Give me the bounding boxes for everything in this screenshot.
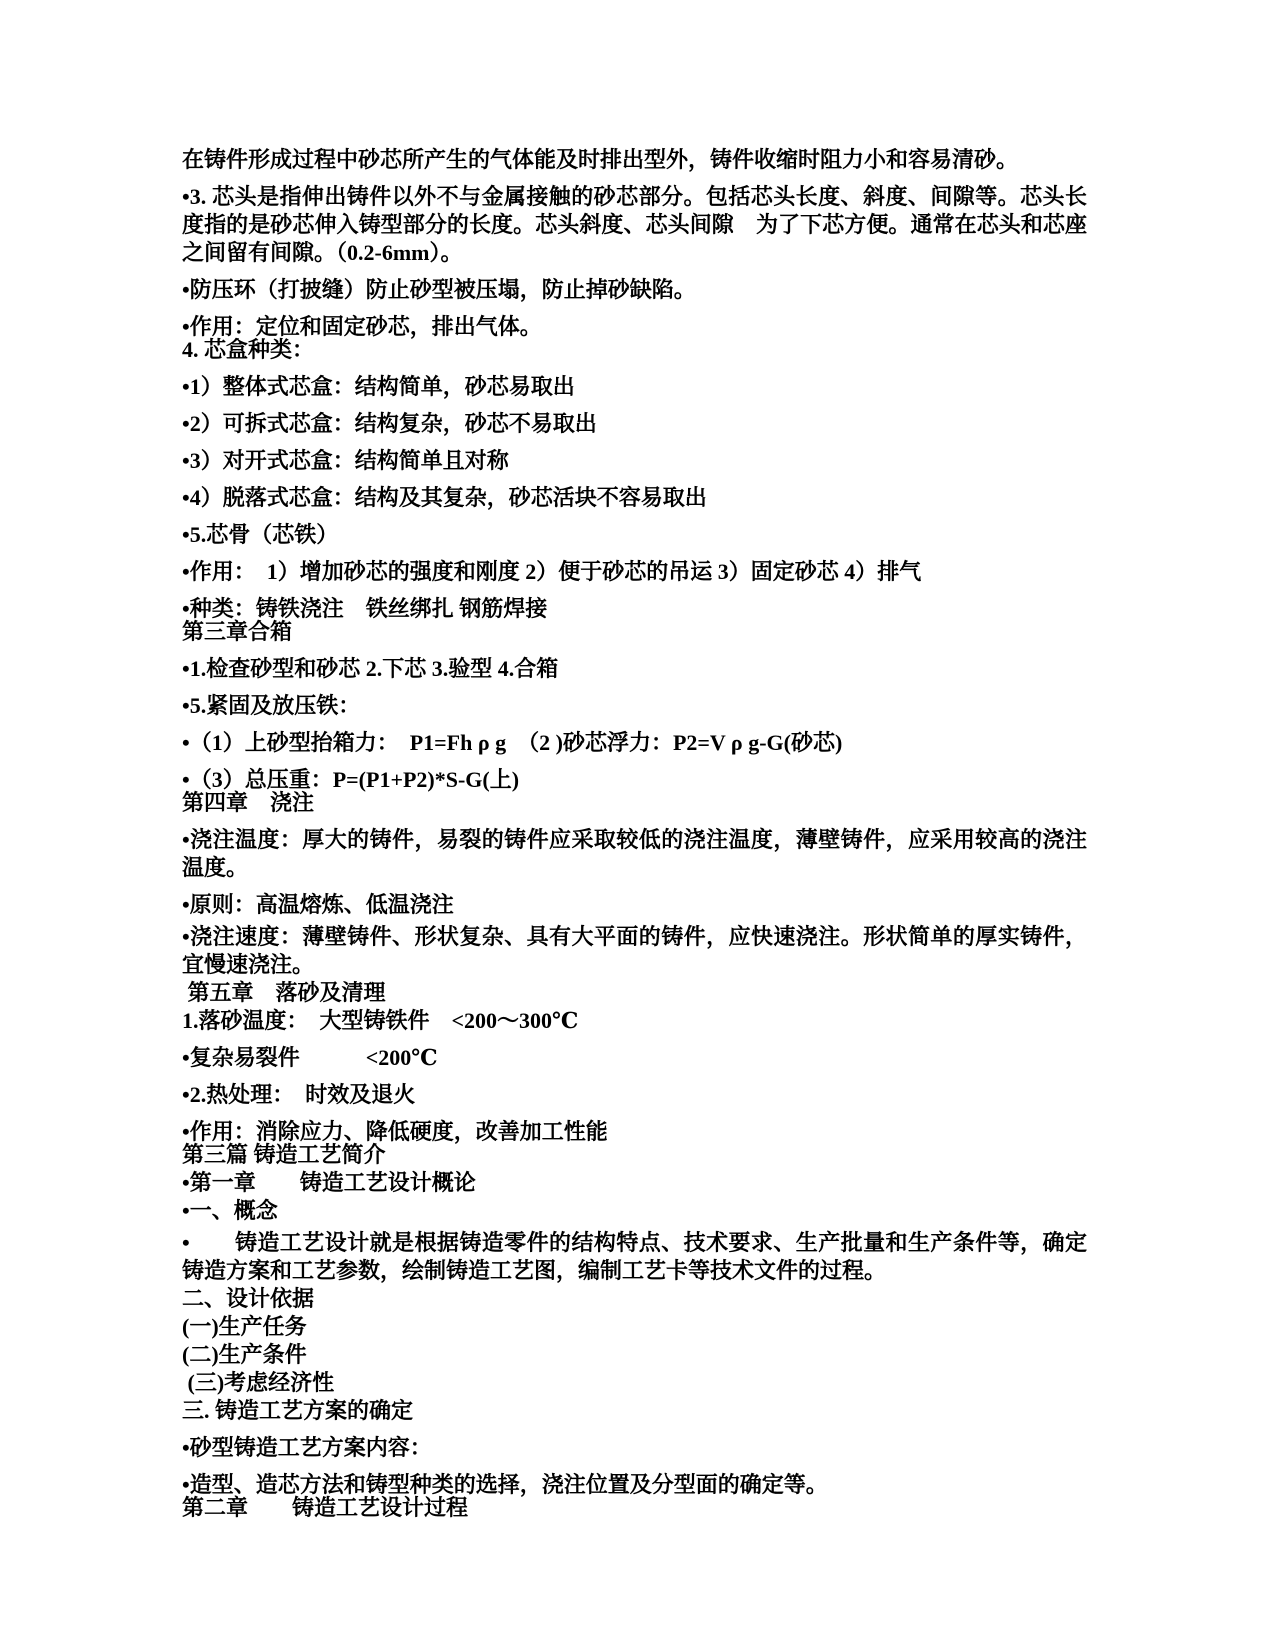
bullet-paragraph: •5.芯骨（芯铁） [182,522,339,547]
bullet-paragraph: •3）对开式芯盒：结构简单且对称 [182,448,509,473]
bullet-paragraph: •1.检查砂型和砂芯 2.下芯 3.验型 4.合箱 [182,656,559,681]
section-heading: 4. 芯盒种类： [182,337,315,362]
bullet-paragraph: •种类：铸铁浇注 铁丝绑扎 钢筋焊接 [182,596,548,621]
bullet-paragraph: •一、概念 [182,1198,278,1223]
bullet-paragraph: •3. 芯头是指伸出铸件以外不与金属接触的砂芯部分。包括芯头长度、斜度、间隙等。芯头长度指的是砂芯伸入铸型部分的长度。芯头斜度、芯头间隙 为了下芯方便。通常在芯头和芯座之间留有间隙。（0.2-6mm）。 [182,184,1087,265]
section-heading: 二、设计依据 [182,1286,315,1311]
formula-paragraph: •（1）上砂型抬箱力： P1=Fh ρ g （2 )砂芯浮力：P2=V ρ g-G(砂芯) [182,730,843,755]
body-paragraph: 1.落砂温度： 大型铸铁件 <200～300℃ [182,1008,579,1033]
formula-paragraph: •（3）总压重：P=(P1+P2)*S-G(上) [182,767,520,792]
bullet-paragraph: •浇注温度：厚大的铸件，易裂的铸件应采取较低的浇注温度，薄壁铸件，应采用较高的浇注温度。 [182,827,1087,880]
part-heading: 第三篇 铸造工艺简介 [182,1142,386,1167]
body-paragraph: (一)生产任务 [182,1314,307,1339]
chapter-heading: 第二章 铸造工艺设计过程 [182,1495,469,1520]
bullet-paragraph: •砂型铸造工艺方案内容： [182,1435,432,1460]
bullet-paragraph: •2.热处理： 时效及退火 [182,1082,416,1107]
bullet-paragraph: •5.紧固及放压铁： [182,693,361,718]
bullet-paragraph: •4）脱落式芯盒：结构及其复杂，砂芯活块不容易取出 [182,485,707,510]
bullet-paragraph: •作用：定位和固定砂芯，排出气体。 [182,314,542,339]
document-page [182,146,1087,1522]
section-heading: 三. 铸造工艺方案的确定 [182,1398,414,1423]
bullet-paragraph: •造型、造芯方法和铸型种类的选择，浇注位置及分型面的确定等。 [182,1472,828,1497]
bullet-paragraph: •作用：消除应力、降低硬度，改善加工性能 [182,1119,608,1144]
body-paragraph: 在铸件形成过程中砂芯所产生的气体能及时排出型外，铸件收缩时阻力小和容易清砂。 [182,147,1019,172]
chapter-heading: 第四章 浇注 [182,790,315,815]
bullet-paragraph: •原则：高温熔炼、低温浇注 [182,892,454,917]
chapter-heading: •第一章 铸造工艺设计概论 [182,1170,476,1195]
bullet-paragraph: •1）整体式芯盒：结构简单，砂芯易取出 [182,374,575,399]
bullet-paragraph: • 铸造工艺设计就是根据铸造零件的结构特点、技术要求、生产批量和生产条件等，确定铸造方案和工艺参数，绘制铸造工艺图，编制工艺卡等技术文件的过程。 [182,1230,1087,1283]
bullet-paragraph: •2）可拆式芯盒：结构复杂，砂芯不易取出 [182,411,597,436]
bullet-paragraph: •复杂易裂件 <200℃ [182,1045,438,1070]
chapter-heading: 第五章 落砂及清理 [182,980,386,1005]
body-paragraph: (三)考虑经济性 [182,1370,335,1395]
bullet-paragraph: •浇注速度：薄壁铸件、形状复杂、具有大平面的铸件，应快速浇注。形状简单的厚实铸件，宜慢速浇注。 [182,924,1087,977]
body-paragraph: (二)生产条件 [182,1342,307,1367]
chapter-heading: 第三章合箱 [182,619,293,644]
bullet-paragraph: •防压环（打披缝）防止砂型被压塌，防止掉砂缺陷。 [182,277,696,302]
bullet-paragraph: •作用： 1）增加砂芯的强度和刚度 2）便于砂芯的吊运 3）固定砂芯 4）排气 [182,559,922,584]
